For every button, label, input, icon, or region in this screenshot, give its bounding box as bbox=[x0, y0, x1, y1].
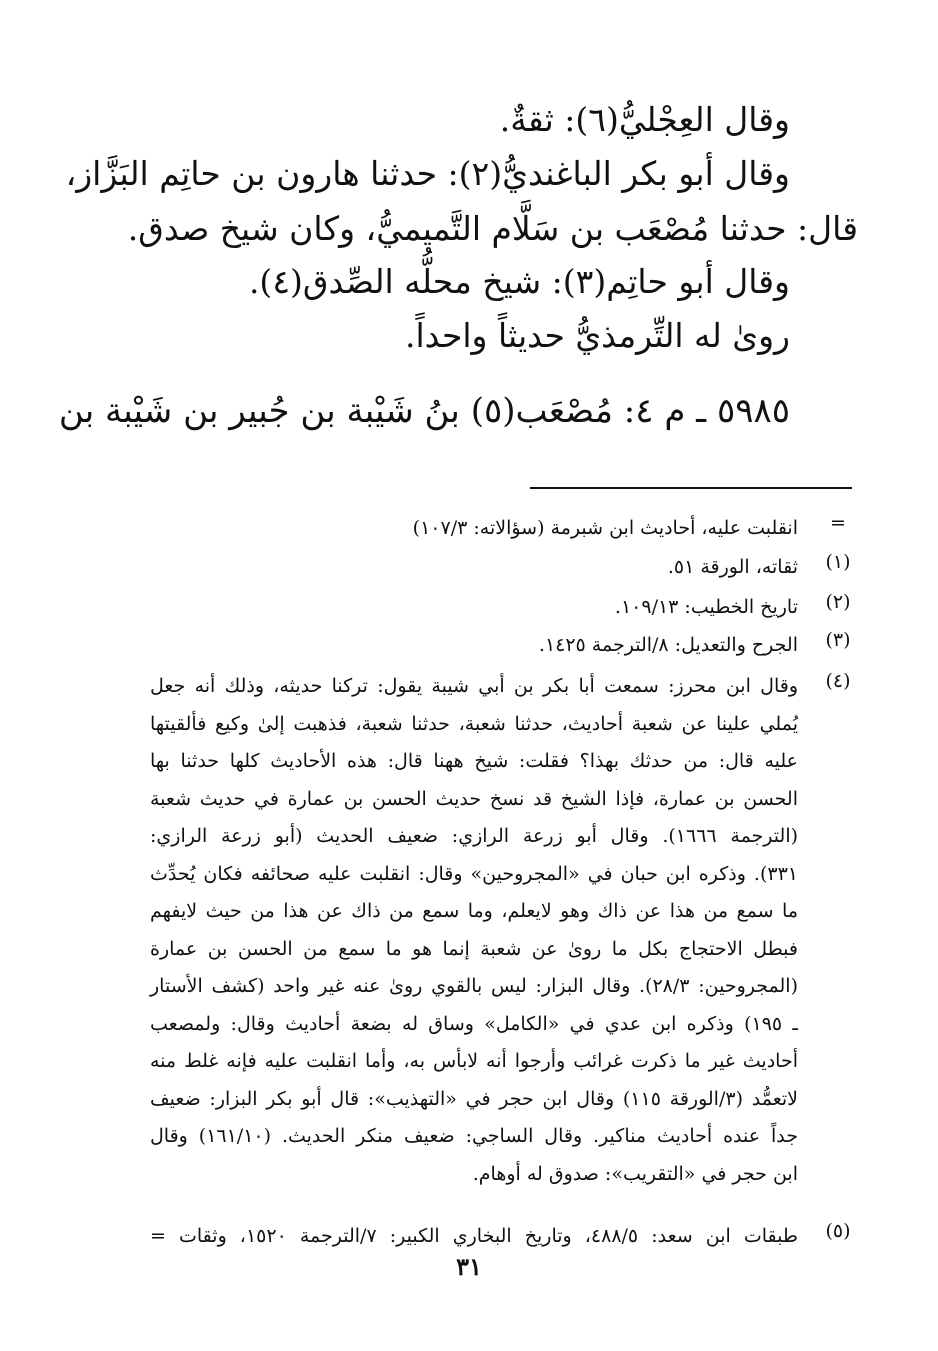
main-line-4: وقال أبو حاتِم(٣): شيخ محلُّه الصِّدق(٤). bbox=[248, 262, 790, 301]
footnote-line: وقال ابن محرز: سمعت أبا بكر بن أبي شيبة يقول: تركنا حديثه، وذلك أنه جعل bbox=[150, 675, 798, 697]
page-number: ٣١ bbox=[456, 1252, 482, 1281]
footnote-mark: (٢) bbox=[825, 591, 851, 613]
footnote-mark: (٣) bbox=[825, 629, 851, 651]
footnote-line: فبطل الاحتجاج بكل ما روىٰ عن شعبة إنما هو ما سمع من الحسن بن عمارة bbox=[150, 937, 798, 960]
footnote-line: عليه قال: من حدثك بهذا؟ فقلت: شيخ ههنا قال: هذه الأحاديث كلها حدثنا بها bbox=[150, 750, 798, 772]
footnote-1 bbox=[150, 549, 858, 587]
footnote-line: ـ ١٩٥) وذكره ابن عدي في «الكامل» وساق له بضعة أحاديث وقال: ولمصعب bbox=[150, 1012, 799, 1035]
footnote-line: طبقات ابن سعد: ٤٨٨/٥، وتاريخ البخاري الكبير: ٧/الترجمة ١٥٢٠، وثقات = bbox=[150, 1225, 798, 1247]
footnote-text bbox=[150, 1218, 798, 1256]
footnote-mark: (٥) bbox=[825, 1220, 851, 1242]
footnote-5 bbox=[150, 1218, 858, 1256]
footnote-line: (المجروحين: ٢٨/٣). وقال البزار: ليس بالقوي روىٰ عنه غير واحد (كشف الأستار bbox=[150, 975, 798, 997]
footnote-continuation bbox=[150, 510, 858, 548]
footnote-line: ما سمع من هذا عن ذاك وهو لايعلم، وما سمع من ذاك عن هذا من حيث لايفهم bbox=[150, 900, 798, 922]
footnote-line: ثقاته، الورقة ٥١. bbox=[667, 556, 798, 578]
footnote-line: انقلبت عليه، أحاديث ابن شبرمة (سؤالاته: ١٠٧/٣) bbox=[412, 517, 798, 539]
main-line-3: قال: حدثنا مُصْعَب بن سَلَّام التَّميميُّ، وكان شيخ صدق. bbox=[127, 209, 858, 248]
footnote-line: (الترجمة ١٦٦٦). وقال أبو زرعة الرازي: ضعيف الحديث (أبو زرعة الرازي: bbox=[150, 825, 799, 847]
footnote-text bbox=[150, 589, 798, 627]
footnote-line: يُملي علينا عن شعبة أحاديث، حدثنا شعبة، حدثنا شعبة، فذهبت إلىٰ وكيع فألقيتها bbox=[150, 712, 798, 735]
footnote-line: الحسن بن عمارة، فإذا الشيخ قد نسخ حديث الحسن بن عمارة في حديث شعبة bbox=[150, 787, 798, 810]
footnote-4 bbox=[150, 668, 858, 1193]
footnote-line: الجرح والتعديل: ٨/الترجمة ١٤٢٥. bbox=[538, 634, 798, 656]
footnote-mark: (١) bbox=[825, 551, 851, 573]
footnote-line: تاريخ الخطيب: ١٠٩/١٣. bbox=[614, 596, 798, 618]
footnote-text bbox=[150, 549, 798, 587]
footnote-mark: = bbox=[830, 512, 846, 534]
footnote-line: أحاديث غير ما ذكرت غرائب وأرجوا أنه لابأس به، وأما انقلبت عليه فإنه غلط منه bbox=[150, 1050, 798, 1072]
footnote-2 bbox=[150, 589, 858, 627]
main-line-2: وقال أبو بكر الباغنديُّ(٢): حدثنا هارون بن حاتِم البَزَّاز، bbox=[65, 154, 790, 193]
main-line-5: روىٰ له التِّرمذيُّ حديثاً واحداً. bbox=[404, 316, 790, 355]
footnote-text bbox=[150, 510, 798, 548]
entry-heading: ٥٩٨٥ ـ م ٤: مُصْعَب(٥) بنُ شَيْبة بن جُبير بن شَيْبة بن bbox=[58, 391, 790, 431]
footnote-divider bbox=[530, 487, 852, 489]
footnote-line: لاتعمُّد (٣/الورقة ١١٥) وقال ابن حجر في «التهذيب»: قال أبو بكر البزار: ضعيف bbox=[150, 1087, 798, 1110]
main-line-1: وقال العِجْليُّ(٦): ثقةٌ. bbox=[499, 100, 790, 139]
footnote-mark: (٤) bbox=[825, 670, 851, 692]
footnote-line: جداً عنده أحاديث مناكير. وقال الساجي: ضعيف منكر الحديث. (١٦١/١٠) وقال bbox=[150, 1125, 798, 1147]
footnote-text bbox=[150, 668, 798, 1193]
footnote-3 bbox=[150, 627, 858, 665]
footnote-line: ابن حجر في «التقريب»: صدوق له أوهام. bbox=[472, 1162, 798, 1185]
footnote-line: ٣٣١). وذكره ابن حبان في «المجروحين» وقال: انقلبت عليه صحائفه فكان يُحدِّث bbox=[150, 862, 798, 885]
footnote-text bbox=[150, 627, 798, 665]
